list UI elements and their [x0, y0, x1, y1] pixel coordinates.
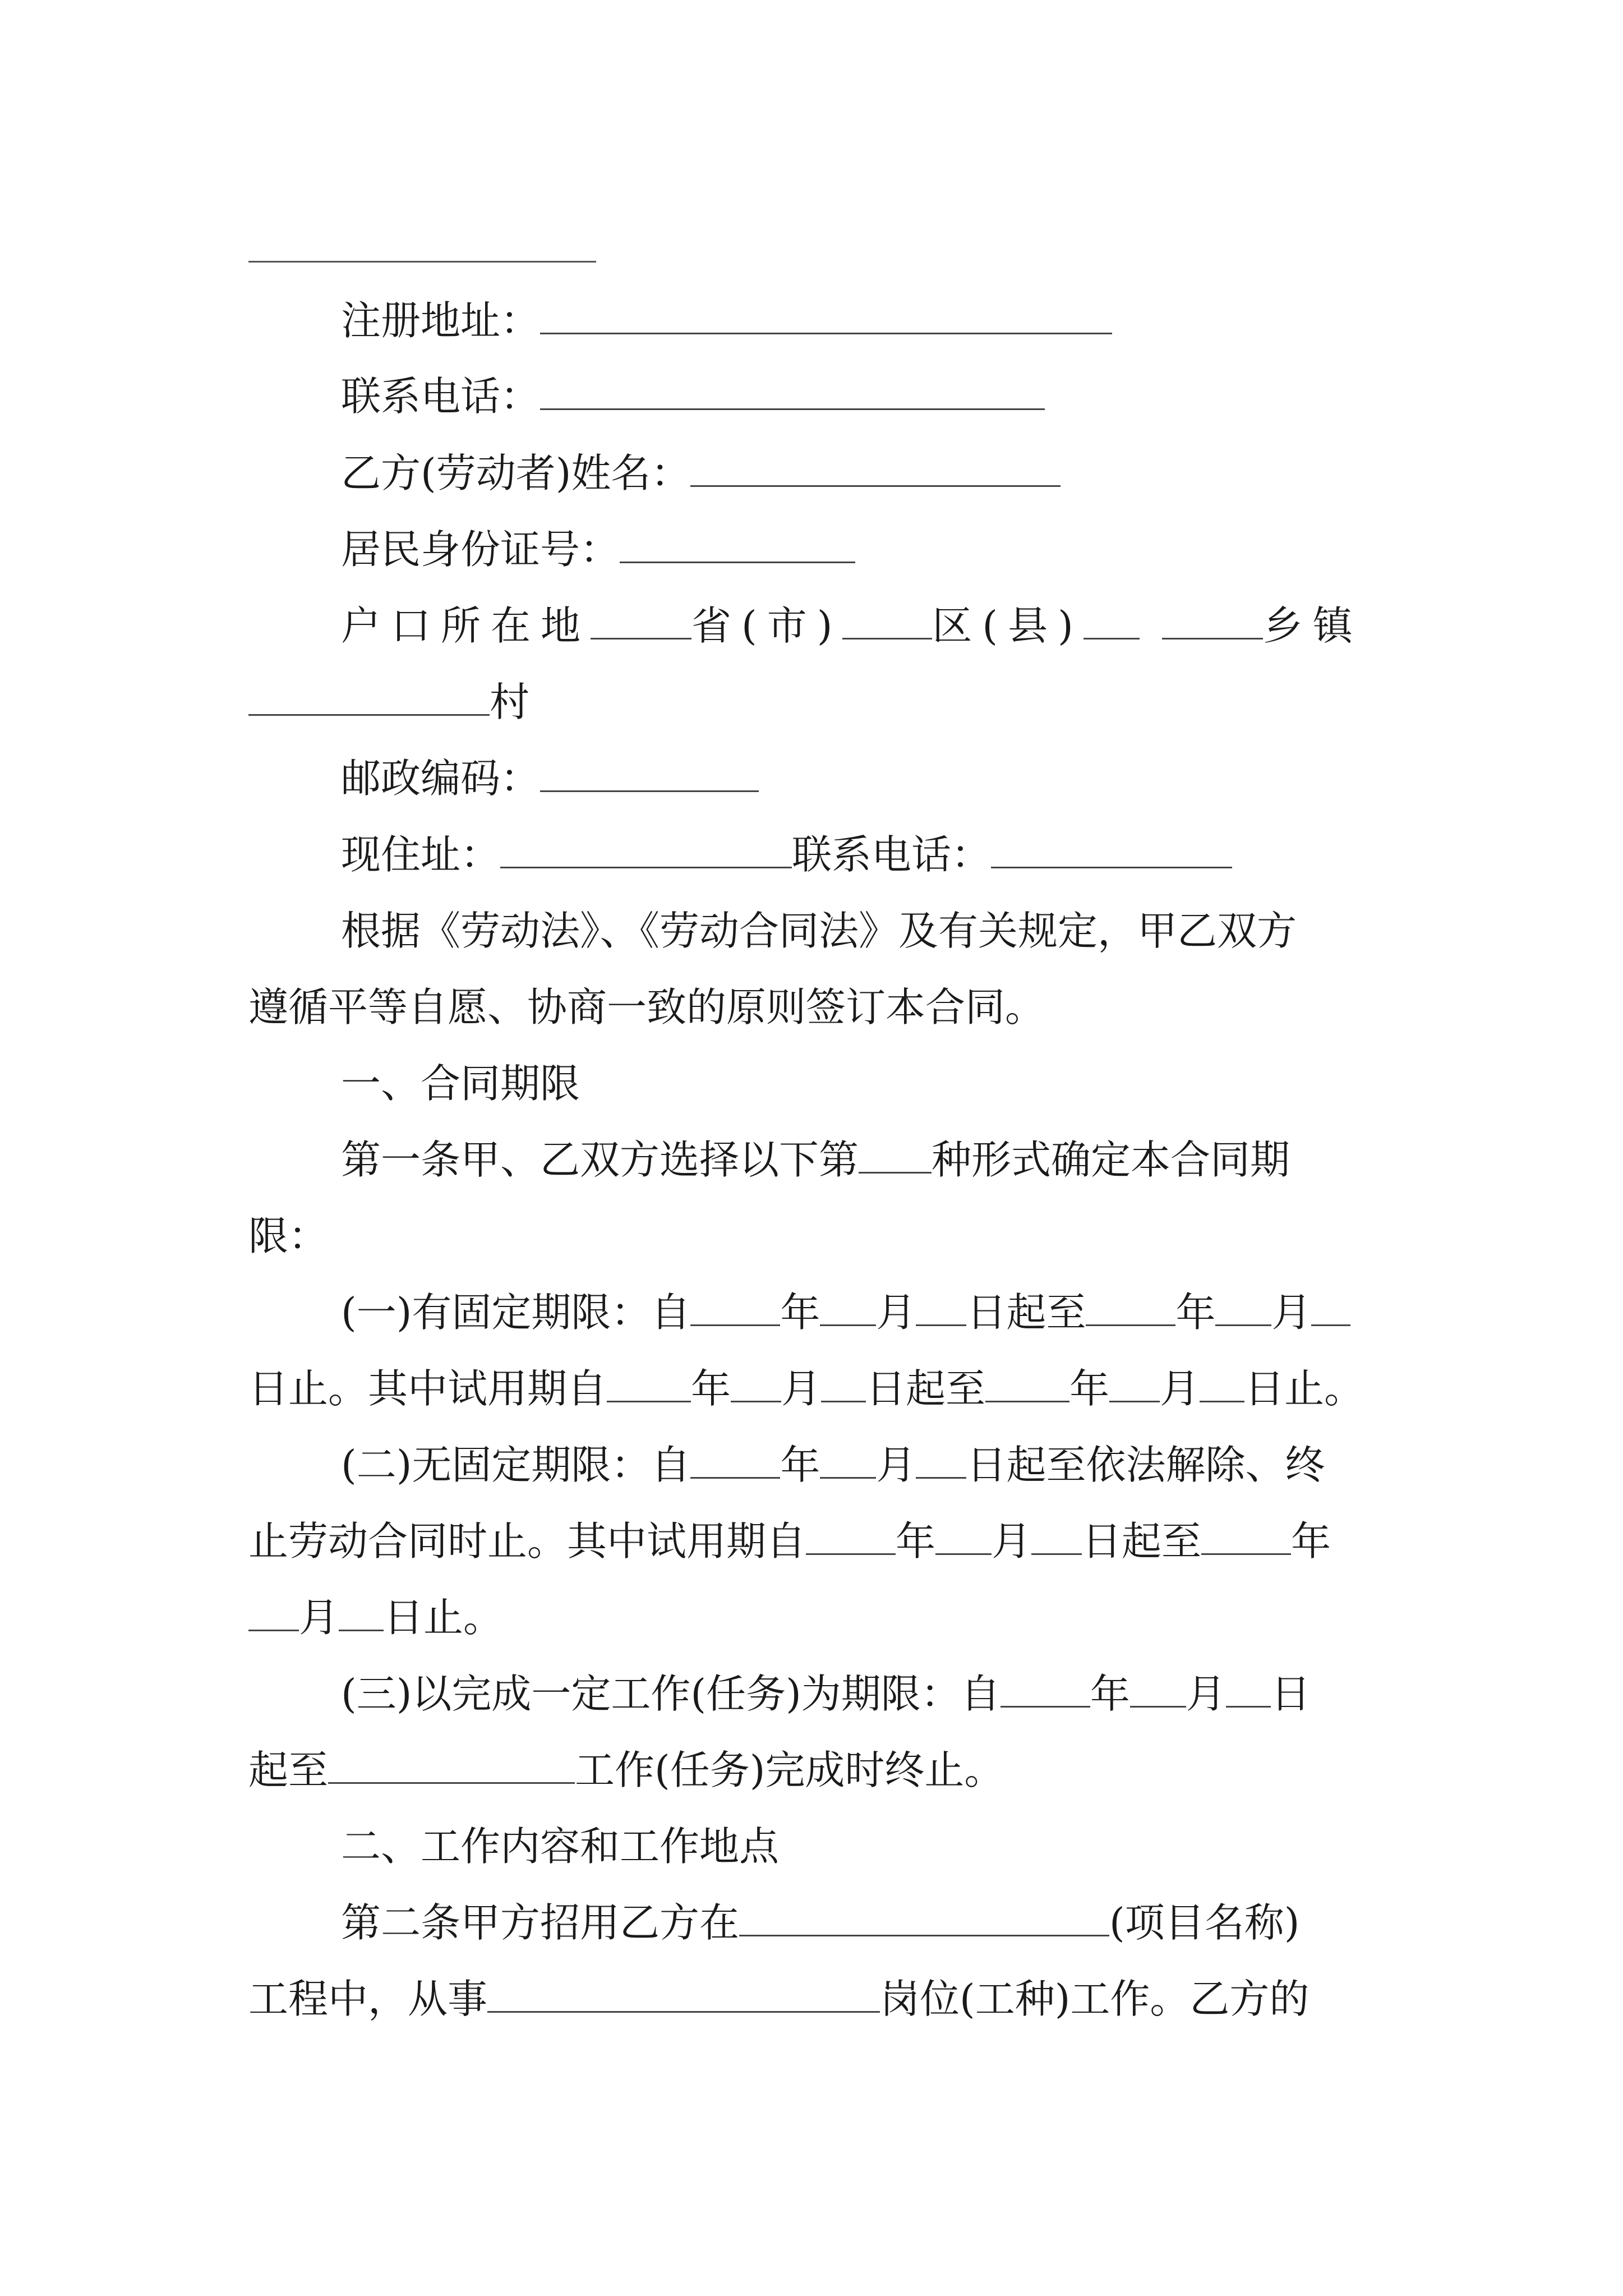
party-b-name-blank[interactable] [690, 447, 1061, 487]
probation-label: 止劳动合同时止。其中试用期自 [248, 1518, 806, 1565]
option-1-start-day-blank[interactable] [916, 1286, 966, 1326]
article-1-line-2 [248, 1207, 1376, 1266]
probation-label: 日止。其中试用期自 [248, 1365, 607, 1412]
hukou-line [341, 597, 1376, 655]
end-label: 日止。 [1244, 1365, 1364, 1412]
from-to-label: 日起至 [1082, 1518, 1202, 1565]
option-3-line-2 [248, 1741, 1376, 1800]
village-line [248, 673, 1376, 731]
probation-start-day-blank[interactable] [821, 1363, 866, 1402]
hukou-province-blank[interactable] [591, 600, 691, 639]
contact-phone-line [341, 367, 1376, 426]
year-label: 年 [780, 1289, 820, 1336]
option-2-probation-start-day-blank[interactable] [1031, 1515, 1082, 1555]
hukou-town-blank[interactable] [1162, 600, 1263, 639]
month-label: 月 [1160, 1365, 1200, 1412]
year-label: 年 [896, 1518, 936, 1565]
article-1-text-c: 限： [248, 1213, 329, 1259]
top-blank-line [248, 261, 596, 263]
current-phone-blank[interactable] [991, 829, 1232, 868]
option-3-start-year-blank[interactable] [1000, 1668, 1090, 1708]
basis-line-1 [341, 902, 1376, 960]
town-label: 乡镇 [1262, 602, 1363, 649]
id-number-label: 居民身份证号： [341, 526, 620, 573]
option-3-start-month-blank[interactable] [1130, 1668, 1186, 1708]
district-label: 区(县) [932, 602, 1083, 649]
province-label: 省(市) [691, 602, 843, 649]
probation-end-year-blank[interactable] [985, 1363, 1069, 1402]
month-label: 月 [1186, 1671, 1226, 1717]
article-1-line-1 [341, 1131, 1376, 1189]
registered-address-blank[interactable] [540, 295, 1112, 334]
year-label: 年 [1069, 1365, 1110, 1412]
project-name-blank[interactable] [739, 1897, 1109, 1936]
option-3-label: (三)以完成一定工作(任务)为期限：自 [341, 1671, 1000, 1717]
party-b-name-line [341, 444, 1376, 503]
option-1-start-month-blank[interactable] [820, 1286, 876, 1326]
contact-phone-blank[interactable] [540, 370, 1045, 410]
probation-end-day-blank[interactable] [1200, 1363, 1244, 1402]
task-completion-label: 工作(任务)完成时终止。 [575, 1747, 1004, 1793]
postcode-line [341, 749, 1376, 808]
postcode-blank[interactable] [540, 752, 759, 792]
option-1-line-2 [248, 1360, 1376, 1418]
village-blank[interactable] [248, 676, 490, 716]
month-label: 月 [299, 1594, 339, 1641]
month-label: 月 [876, 1442, 916, 1488]
option-2-start-month-blank[interactable] [820, 1439, 876, 1479]
probation-start-year-blank[interactable] [607, 1363, 691, 1402]
option-2-probation-start-month-blank[interactable] [935, 1515, 992, 1555]
from-label: 起至 [248, 1747, 329, 1793]
option-1-end-day-blank[interactable] [1311, 1286, 1350, 1326]
year-label: 年 [691, 1365, 731, 1412]
article-2-text-a: 第二条甲方招用乙方在 [341, 1899, 740, 1946]
section-2-title [341, 1818, 1376, 1876]
current-phone-label: 联系电话： [792, 831, 992, 878]
probation-end-month-blank[interactable] [1109, 1363, 1160, 1402]
postcode-label: 邮政编码： [341, 755, 541, 802]
option-2-start-year-blank[interactable] [690, 1439, 780, 1479]
option-2-probation-end-year-blank[interactable] [1201, 1515, 1291, 1555]
option-1-line-1 [341, 1283, 1376, 1342]
month-label: 月 [992, 1518, 1032, 1565]
year-label: 年 [1090, 1671, 1130, 1717]
option-2-probation-end-month-blank[interactable] [248, 1591, 299, 1631]
id-number-blank[interactable] [620, 523, 855, 563]
from-to-label: 日起至 [866, 1365, 986, 1412]
from-to-label: 日起至 [966, 1289, 1086, 1336]
probation-start-month-blank[interactable] [731, 1363, 781, 1402]
option-2-start-day-blank[interactable] [916, 1439, 966, 1479]
party-b-name-label: 乙方(劳动者)姓名： [341, 450, 691, 496]
year-label: 年 [1291, 1518, 1331, 1565]
option-3-line-1 [341, 1665, 1376, 1723]
contact-phone-label: 联系电话： [341, 373, 541, 420]
registered-address-line [341, 292, 1376, 350]
option-1-end-year-blank[interactable] [1086, 1286, 1175, 1326]
month-label: 月 [781, 1365, 822, 1412]
current-address-line [341, 826, 1376, 884]
day-label: 日 [1270, 1671, 1311, 1717]
position-blank[interactable] [487, 1973, 880, 2013]
article-2-text-d: 岗位(工种)工作。乙方的 [880, 1976, 1310, 2022]
month-label: 月 [1271, 1289, 1312, 1336]
village-label: 村 [490, 679, 530, 725]
project-name-label: (项目名称) [1109, 1899, 1300, 1946]
termination-label: 日起至依法解除、终 [966, 1442, 1325, 1488]
month-label: 月 [876, 1289, 916, 1336]
year-label: 年 [1175, 1289, 1216, 1336]
article-2-text-c: 工程中，从事 [248, 1976, 488, 2022]
option-2-line-2 [248, 1512, 1376, 1571]
id-number-line [341, 521, 1376, 579]
article-1-form-blank[interactable] [859, 1134, 932, 1174]
option-2-probation-end-day-blank[interactable] [339, 1591, 384, 1631]
option-2-label: (二)无固定期限：自 [341, 1442, 691, 1488]
article-1-text-a: 第一条甲、乙双方选择以下第 [341, 1137, 859, 1183]
section-2-title-text: 二、工作内容和工作地点 [341, 1823, 780, 1870]
article-2-line-1 [341, 1894, 1376, 1952]
basis-text-1: 根据《劳动法》、《劳动合同法》及有关规定，甲乙双方 [341, 908, 1297, 954]
hukou-gap-blank-1[interactable] [1083, 600, 1140, 639]
option-2-probation-start-year-blank[interactable] [806, 1515, 896, 1555]
section-1-title [341, 1055, 1376, 1113]
option-1-end-month-blank[interactable] [1215, 1286, 1271, 1326]
article-1-text-b: 种形式确定本合同期 [932, 1137, 1290, 1183]
year-label: 年 [780, 1442, 820, 1488]
hukou-district-blank[interactable] [842, 600, 932, 639]
current-address-blank[interactable] [500, 829, 792, 868]
current-address-label: 现住址： [341, 831, 501, 878]
article-2-line-2 [248, 1970, 1376, 2028]
end-label: 日止。 [384, 1594, 504, 1641]
option-1-label: (一)有固定期限：自 [341, 1289, 691, 1336]
section-1-title-text: 一、合同期限 [341, 1060, 580, 1107]
option-1-start-year-blank[interactable] [690, 1286, 780, 1326]
option-3-start-day-blank[interactable] [1226, 1668, 1271, 1708]
basis-text-2: 遵循平等自愿、协商一致的原则签订本合同。 [248, 984, 1045, 1030]
registered-address-label: 注册地址： [341, 297, 541, 344]
basis-line-2 [248, 978, 1376, 1037]
hukou-label: 户口所在地 [341, 602, 591, 649]
option-2-line-3 [248, 1589, 1376, 1647]
option-2-line-1 [341, 1436, 1376, 1494]
option-3-task-blank[interactable] [328, 1744, 575, 1784]
